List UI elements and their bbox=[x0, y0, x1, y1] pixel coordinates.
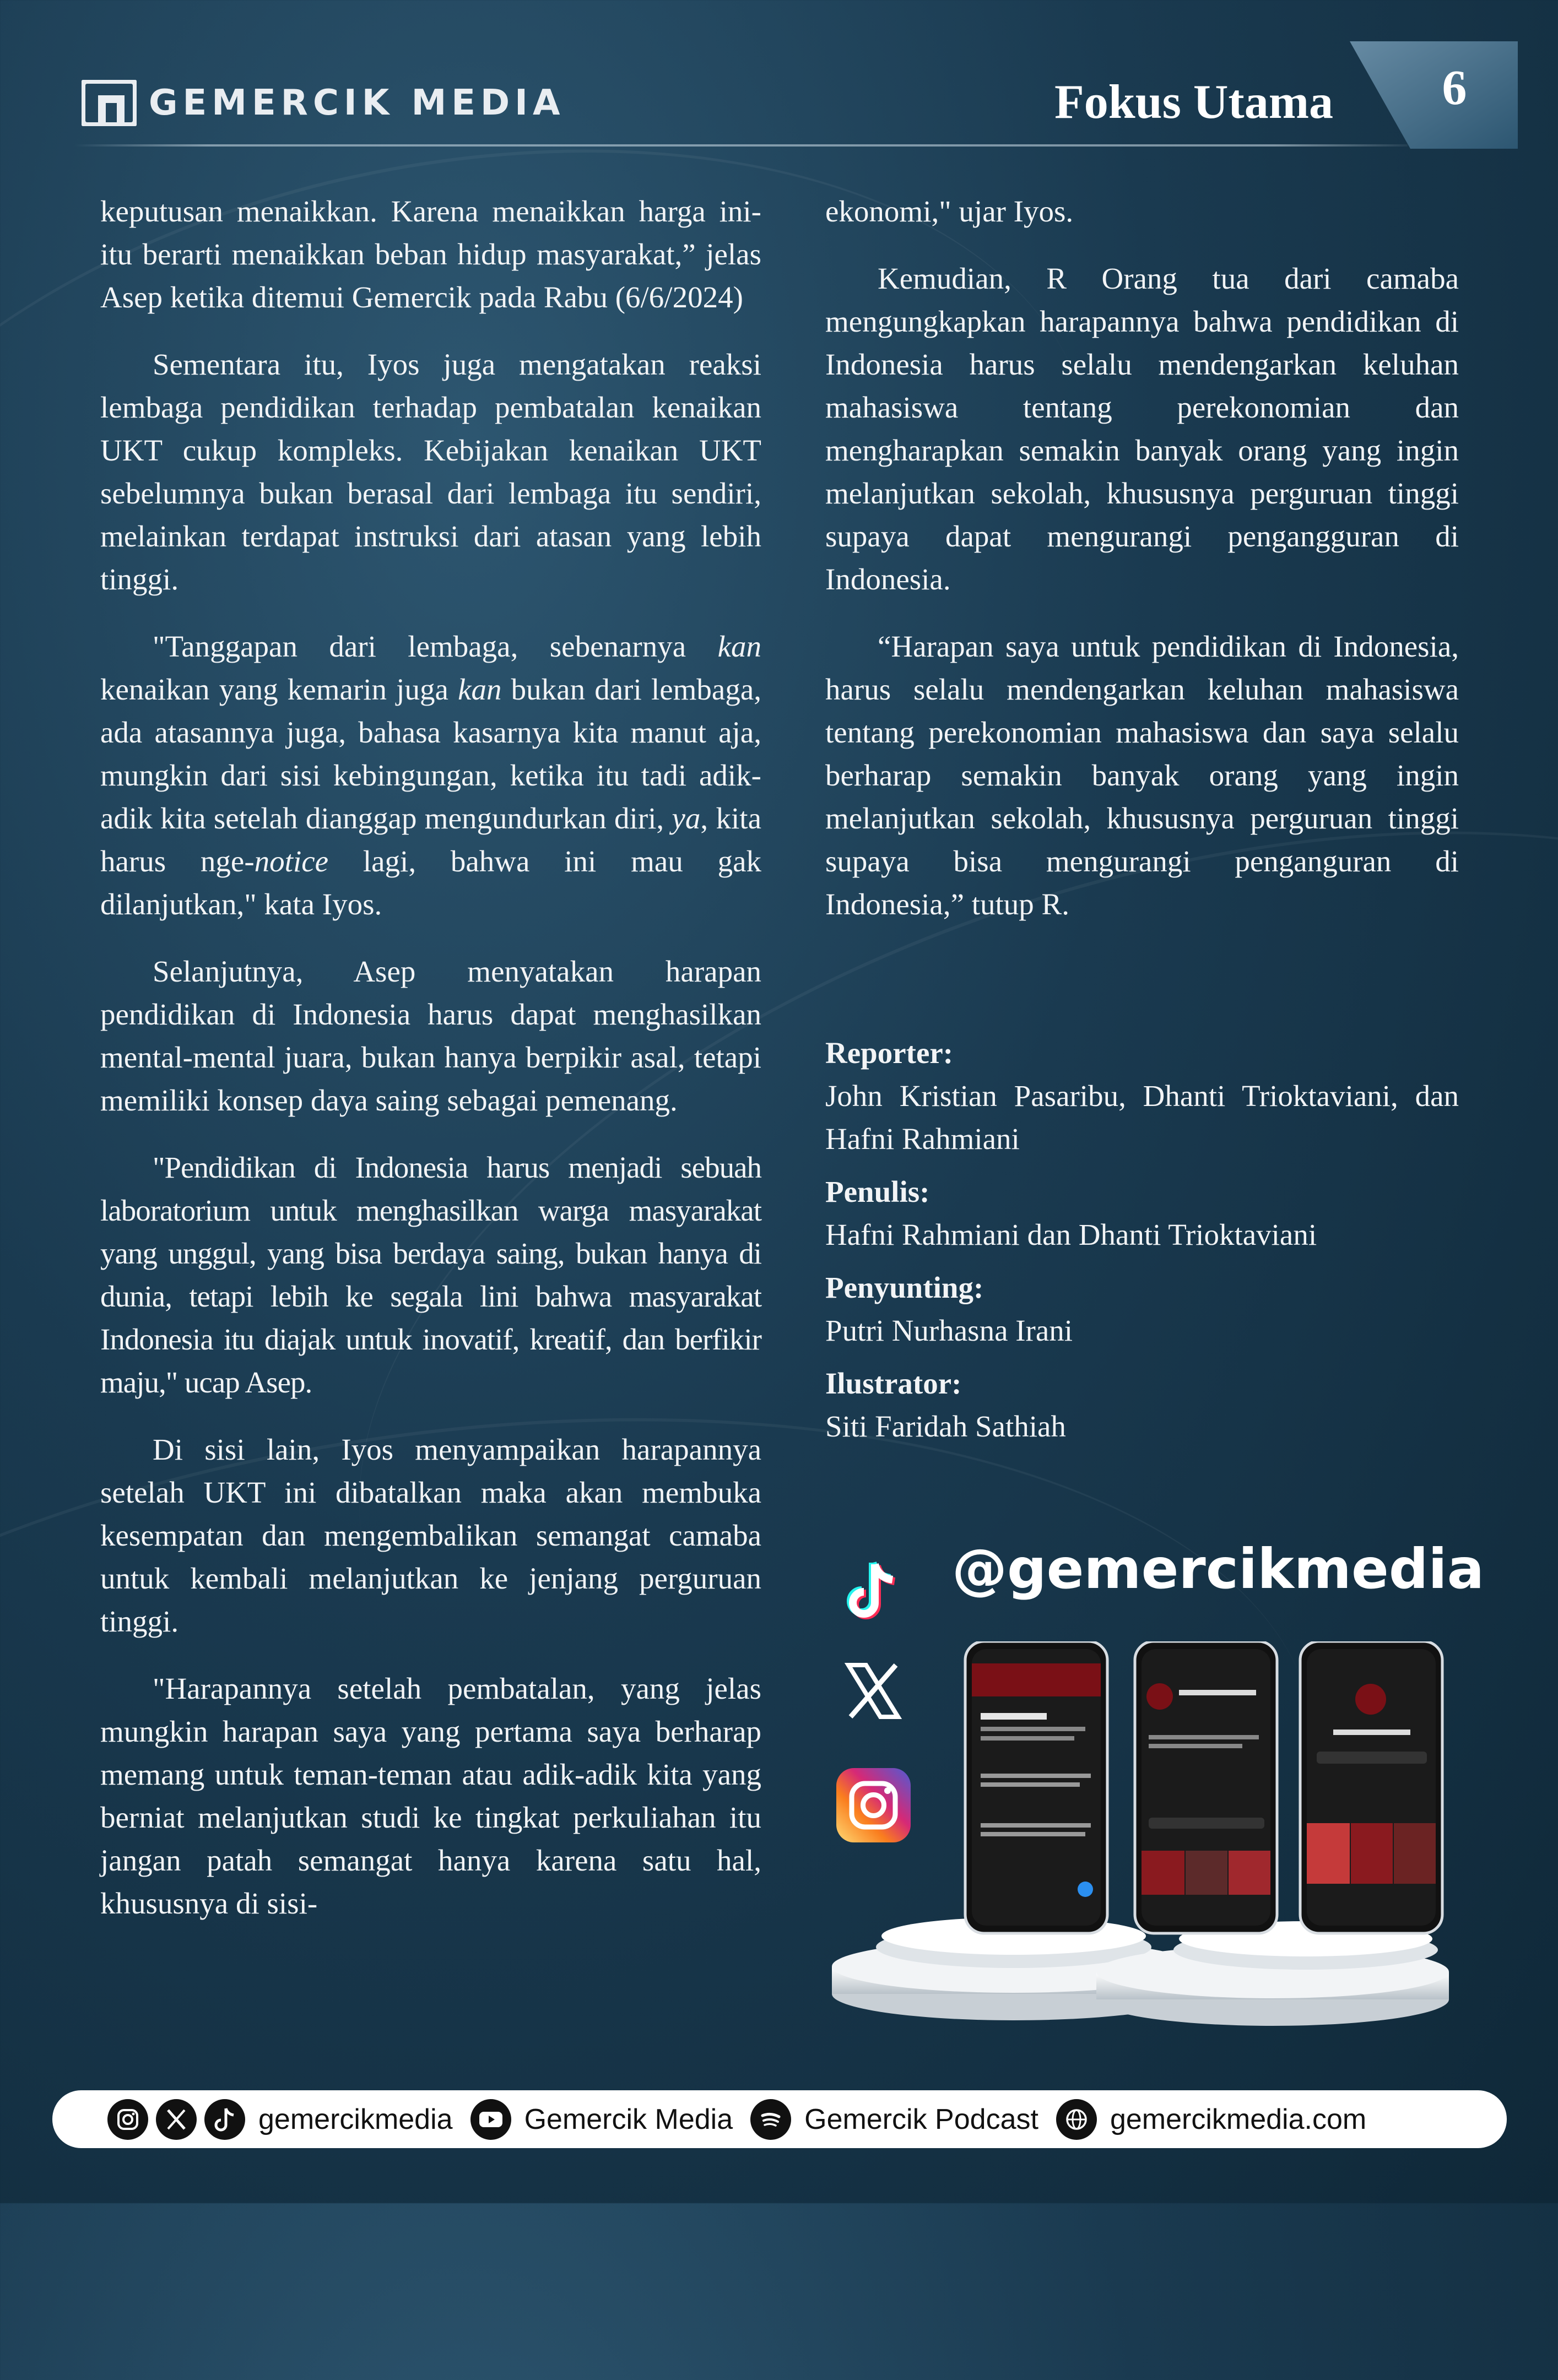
footer-handle[interactable]: gemercikmedia bbox=[258, 2103, 453, 2135]
globe-icon bbox=[1056, 2099, 1097, 2140]
reporter-names: John Kristian Pasaribu, Dhanti Trioktaviani, dan Hafni Rahmiani bbox=[825, 1079, 1459, 1156]
paragraph: Sementara itu, Iyos juga mengatakan reaksi lembaga pendidikan terhadap pembatalan kenaikan UKT cukup kompleks. Kebijakan kenaikan UKT sebelumnya bukan berasal dari lembaga itu sendiri, melainkan terdapat instruksi dari atasan yang lebih tinggi. bbox=[100, 348, 761, 596]
editor-label: Penyunting: bbox=[825, 1271, 984, 1304]
paragraph bbox=[100, 625, 761, 926]
paragraph: "Harapannya setelah pembatalan, yang jelas mungkin harapan saya yang pertama saya berharap memang untuk teman-teman atau adik-adik kita yang berniat melanjutkan studi ke tingkat perkuliahan itu jangan patah semangat hanya karena satu hal, khususnya di sisi- bbox=[100, 1672, 761, 1920]
illustrator-name: Siti Faridah Sathiah bbox=[825, 1409, 1066, 1443]
text-span: kenaikan yang kemarin juga bbox=[100, 673, 458, 706]
editor-name: Putri Nurhasna Irani bbox=[825, 1314, 1073, 1347]
footer-website[interactable]: gemercikmedia.com bbox=[1110, 2103, 1367, 2135]
page-header bbox=[0, 0, 1558, 154]
writer-names: Hafni Rahmiani dan Dhanti Trioktaviani bbox=[825, 1218, 1317, 1251]
brand-logo bbox=[82, 80, 565, 126]
text-span: bukan dari lembaga, ada atasannya juga, bahasa kasarnya kita manut aja, mungkin dari sisi kebingungan, ketika itu tadi adik-adik kita setelah dianggap mengundurkan diri, bbox=[100, 673, 761, 835]
footer-youtube[interactable]: Gemercik Media bbox=[524, 2103, 733, 2135]
text-span: "Tanggapan dari lembaga, sebenarnya bbox=[153, 630, 718, 663]
italic-word: notice bbox=[254, 844, 329, 878]
reporter-label: Reporter: bbox=[825, 1036, 954, 1070]
paragraph: Selanjutnya, Asep menyatakan harapan pendidikan di Indonesia harus dapat menghasilkan mental-mental juara, bukan hanya berpikir asal, tetapi memiliki konsep daya saing sebagai pemenang. bbox=[100, 955, 761, 1117]
left-column bbox=[100, 190, 761, 1949]
phone-mockups bbox=[826, 1641, 1521, 2027]
x-icon bbox=[156, 2099, 197, 2140]
footer-social-bar bbox=[52, 2090, 1507, 2148]
footer-podcast[interactable]: Gemercik Podcast bbox=[804, 2103, 1038, 2135]
youtube-icon bbox=[470, 2099, 511, 2140]
section-title: Fokus Utama bbox=[1054, 75, 1333, 129]
page-number: 6 bbox=[1442, 61, 1467, 115]
spotify-icon bbox=[750, 2099, 791, 2140]
credits bbox=[825, 1022, 1459, 1452]
text-span: , kita harus nge- bbox=[100, 801, 761, 878]
italic-word: ya bbox=[672, 801, 701, 835]
paragraph: Di sisi lain, Iyos menyampaikan harapannya setelah UKT ini dibatalkan maka akan membuka kesempatan dan mengembalikan semangat camaba untuk kembali melanjutkan ke jenjang perguruan tinggi. bbox=[100, 1433, 761, 1638]
instagram-icon bbox=[107, 2099, 148, 2140]
header-divider bbox=[74, 144, 1408, 147]
social-promo bbox=[826, 1526, 1521, 2032]
social-handle: @gemercikmedia bbox=[952, 1537, 1485, 1601]
right-column bbox=[825, 190, 1459, 950]
italic-word: kan bbox=[458, 673, 502, 706]
italic-word: kan bbox=[717, 630, 761, 663]
paragraph: "Pendidikan di Indonesia harus menjadi sebuah laboratorium untuk menghasilkan warga masyarakat yang unggul, yang bisa berdaya saing, bukan hanya di dunia, tetapi lebih ke segala lini bahwa masyarakat Indonesia itu diajak untuk inovatif, kreatif, dan berfikir maju," ucap Asep. bbox=[100, 1151, 761, 1399]
text-span: lagi, bahwa ini mau gak dilanjutkan," kata Iyos. bbox=[100, 844, 762, 921]
gemercik-logo-icon bbox=[82, 80, 137, 126]
paragraph: keputusan menaikkan. Karena menaikkan harga ini-itu berarti menaikkan beban hidup masyarakat,” jelas Asep ketika ditemui Gemercik pada Rabu (6/6/2024) bbox=[100, 194, 761, 314]
paragraph: ekonomi," ujar Iyos. bbox=[825, 194, 1074, 228]
tiktok-icon bbox=[204, 2099, 245, 2140]
paragraph: “Harapan saya untuk pendidikan di Indonesia, harus selalu mendengarkan keluhan mahasiswa tentang perekonomian mahasiswa dan saya selalu berharap semakin banyak orang yang ingin melanjutkan sekolah, khususnya perguruan tinggi supaya bisa mengurangi penganguran di Indonesia,” tutup R. bbox=[825, 630, 1459, 921]
illustrator-label: Ilustrator: bbox=[825, 1367, 962, 1400]
tiktok-icon bbox=[843, 1559, 904, 1625]
paragraph: Kemudian, R Orang tua dari camaba mengungkapkan harapannya bahwa pendidikan di Indonesia harus selalu mendengarkan keluhan mahasiswa tentang perekonomian dan mengharapkan semakin banyak orang yang ingin melanjutkan sekolah, khususnya perguruan tinggi supaya dapat mengurangi pengangguran di Indonesia. bbox=[825, 262, 1459, 596]
writer-label: Penulis: bbox=[825, 1175, 930, 1208]
brand-name: GEMERCIK MEDIA bbox=[149, 83, 565, 123]
